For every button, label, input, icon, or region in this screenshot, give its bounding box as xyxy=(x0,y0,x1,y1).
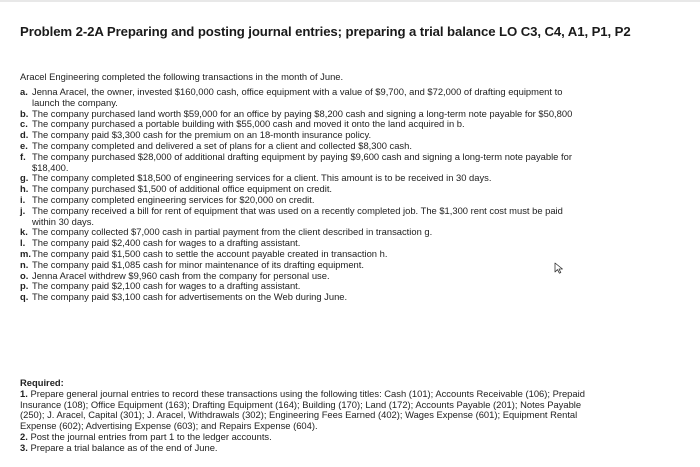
item-letter: f. xyxy=(20,150,26,162)
item-letter: k. xyxy=(20,226,28,238)
item-text: The company paid $3,100 cash for advertisements on the Web during June. xyxy=(32,291,348,303)
transaction-item-q xyxy=(20,292,700,303)
item-letter: i. xyxy=(20,193,26,205)
item-text: The company paid $1,085 cash for minor maintenance of its drafting equipment. xyxy=(32,258,364,270)
transaction-list xyxy=(20,87,700,303)
problem-intro: Aracel Engineering completed the following transactions in the month of June. xyxy=(20,71,344,82)
item-text: The company completed $18,500 of engineering services for a client. This amount is to be received in 30 days. xyxy=(32,172,492,184)
item-text: The company completed engineering services for $20,000 on credit. xyxy=(32,193,315,205)
item-text: The company purchased a portable building with $55,000 cash and moved it onto the land acquired in b. xyxy=(32,118,465,130)
mouse-pointer-icon xyxy=(554,262,564,274)
required-text-cont: (250); J. Aracel, Capital (301); J. Aracel, Withdrawals (302); Engineering Fees Earned (402); Wages Expense (601); Equipment Rental xyxy=(20,409,578,421)
item-text: The company completed and delivered a set of plans for a client and collected $8,300 cash. xyxy=(32,139,412,151)
required-item-3 xyxy=(20,443,700,454)
item-text: The company paid $1,500 cash to settle the account payable created in transaction h. xyxy=(32,247,388,259)
top-divider xyxy=(0,0,700,2)
item-letter: a. xyxy=(20,86,28,97)
item-text-cont: launch the company. xyxy=(32,96,118,108)
item-letter: c. xyxy=(20,118,28,130)
item-letter: p. xyxy=(20,280,29,292)
item-letter: n. xyxy=(20,258,29,270)
required-text: Prepare general journal entries to record these transactions using the following titles: Cash (101); Accounts Receivable (106); Prepaid xyxy=(30,387,585,399)
transaction-item-f xyxy=(20,152,700,174)
required-text-cont: Expense (602); Advertising Expense (603); and Repairs Expense (604). xyxy=(20,420,318,432)
item-text: The company purchased $28,000 of additional drafting equipment by paying $9,600 cash and signing a long-term note payable for xyxy=(32,150,572,162)
item-text: The company collected $7,000 cash in partial payment from the client described in transaction g. xyxy=(32,226,433,238)
item-letter: e. xyxy=(20,139,28,151)
required-text: Prepare a trial balance as of the end of June. xyxy=(30,441,218,453)
transaction-item-n xyxy=(20,260,700,271)
item-text-cont: $18,400. xyxy=(32,161,69,173)
item-text: The company purchased land worth $59,000 for an office by paying $8,200 cash and signing a long-term note payable for $50,800 xyxy=(32,107,573,119)
transaction-item-j xyxy=(20,206,700,228)
required-heading: Required: xyxy=(20,377,64,388)
item-text: The company paid $2,400 cash for wages to a drafting assistant. xyxy=(32,237,301,249)
item-text: The company received a bill for rent of equipment that was used on a recently completed job. The $1,300 rent cost must be paid xyxy=(32,204,563,216)
item-text: Jenna Aracel withdrew $9,960 cash from the company for personal use. xyxy=(32,269,330,281)
item-letter: g. xyxy=(20,172,29,184)
transaction-item-a xyxy=(20,87,700,109)
required-number: 2. xyxy=(20,430,28,442)
problem-title: Problem 2-2A Preparing and posting journal entries; preparing a trial balance LO C3, C4, A1, P1, P2 xyxy=(20,24,631,39)
required-item-1 xyxy=(20,389,700,432)
item-text: Jenna Aracel, the owner, invested $160,000 cash, office equipment with a value of $9,700, and $72,000 of drafting equipment to xyxy=(32,86,563,97)
required-text-cont: Insurance (108); Office Equipment (163); Drafting Equipment (164); Building (170); Land (172); Accounts Payable (201); Notes Payable xyxy=(20,398,582,410)
item-letter: l. xyxy=(20,237,26,249)
item-letter: j. xyxy=(20,204,26,216)
required-number: 3. xyxy=(20,441,28,453)
item-text: The company purchased $1,500 of additional office equipment on credit. xyxy=(32,183,333,195)
item-letter: b. xyxy=(20,107,29,119)
required-text: Post the journal entries from part 1 to the ledger accounts. xyxy=(30,430,272,442)
item-text: The company paid $3,300 cash for the premium on an 18-month insurance policy. xyxy=(32,129,372,141)
item-letter: d. xyxy=(20,129,29,141)
item-letter: h. xyxy=(20,183,29,195)
item-letter: o. xyxy=(20,269,29,281)
item-letter: m. xyxy=(20,247,31,259)
item-text: The company paid $2,100 cash for wages to a drafting assistant. xyxy=(32,280,301,292)
item-letter: q. xyxy=(20,291,29,303)
item-text-cont: within 30 days. xyxy=(32,215,95,227)
required-number: 1. xyxy=(20,387,28,399)
required-section xyxy=(20,378,700,454)
